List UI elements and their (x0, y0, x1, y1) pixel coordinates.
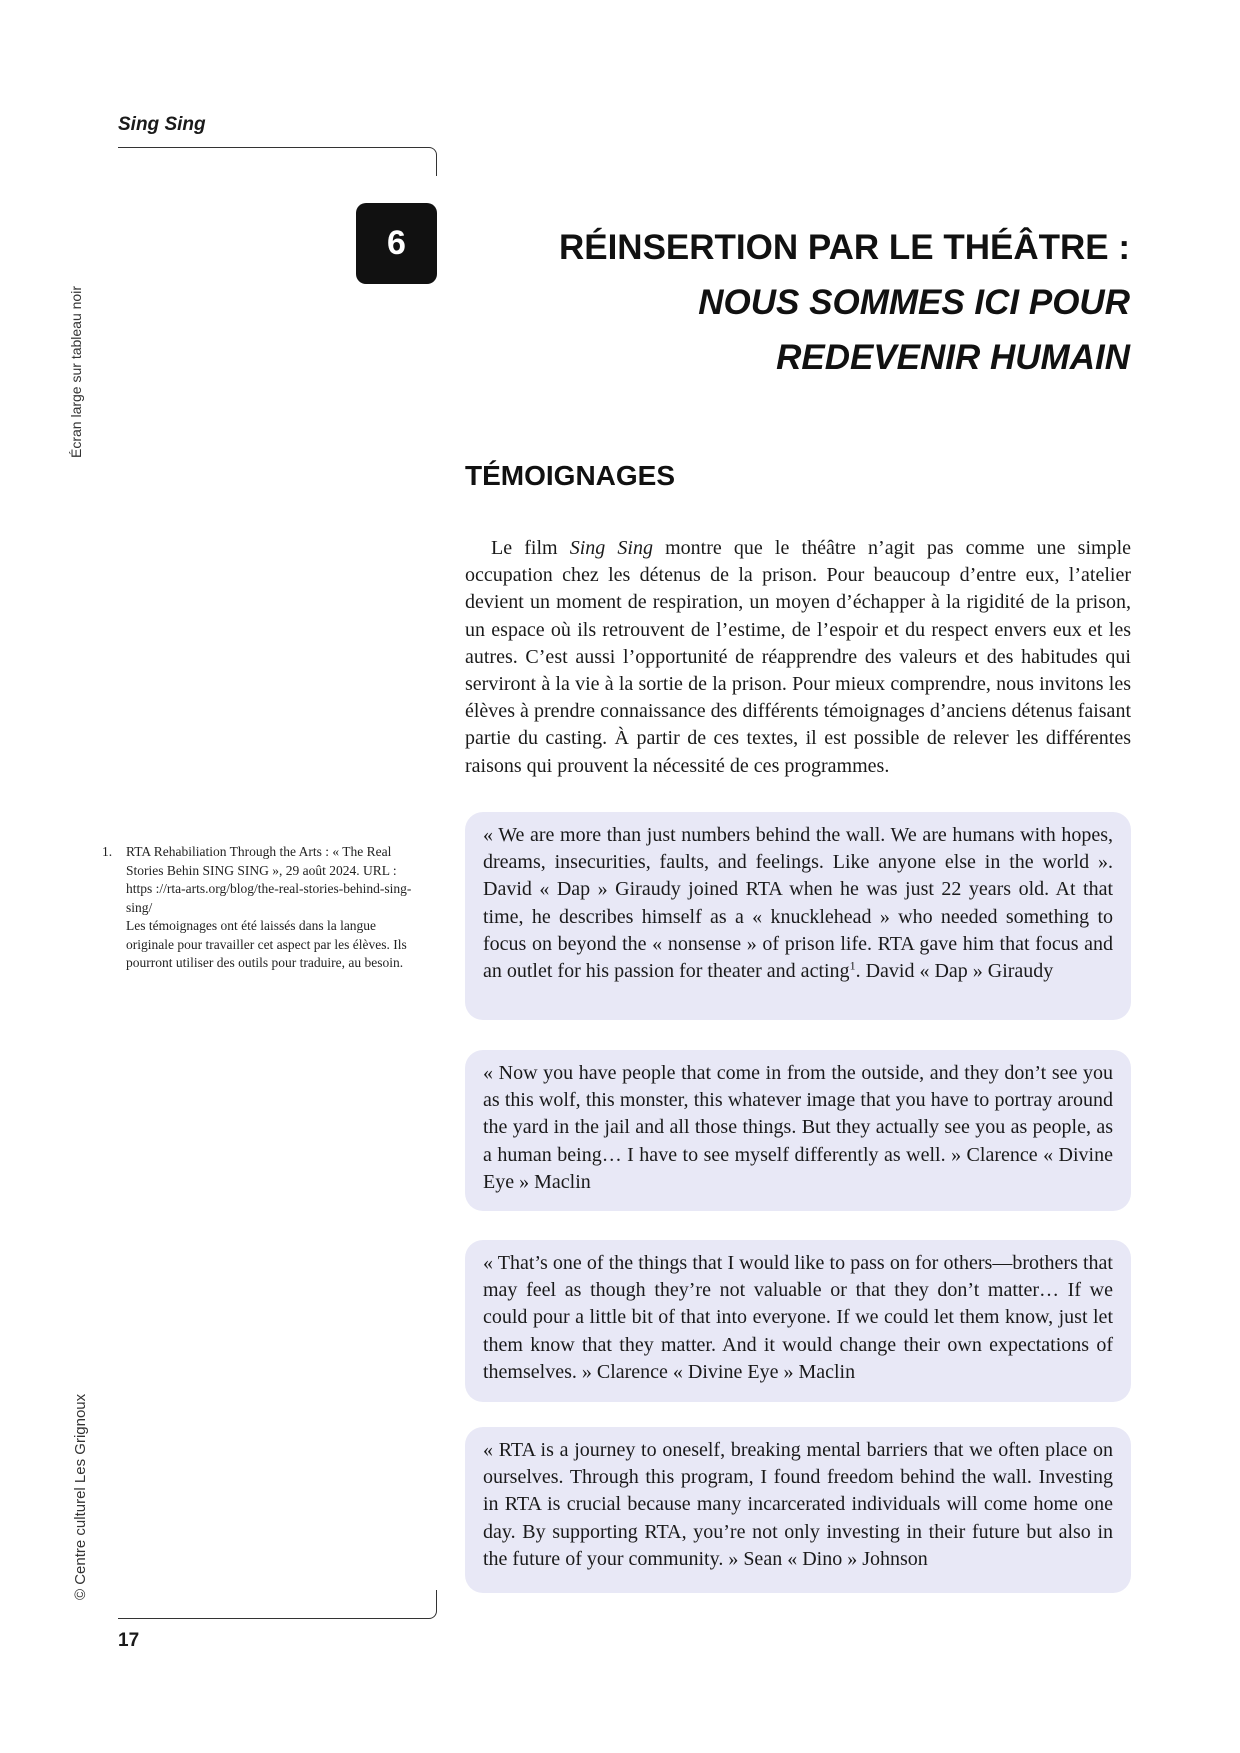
chapter-number-badge: 6 (356, 203, 437, 284)
testimonial-quote (465, 812, 1131, 1020)
chapter-title (559, 220, 1130, 385)
side-label-copyright: © Centre culturel Les Grignoux (72, 1393, 89, 1600)
chapter-title-line3: REDEVENIR HUMAIN (776, 338, 1130, 377)
film-title: Sing Sing (569, 537, 653, 559)
running-head: Sing Sing (118, 114, 206, 135)
intro-text-start: Le film (491, 537, 570, 559)
bottom-corner-rule (118, 1590, 437, 1619)
quote-text: « That’s one of the things that I would like to pass on for others—brothers that may feel as though they’re not valuable or that they don’t matter… If we could pour a little bit of that into everyone. If we could let them know, just let them know that they matter. And it would change their own expectations of themselves. » Clarence « Divine Eye » Maclin (483, 1252, 1113, 1383)
chapter-title-line2: NOUS SOMMES ICI POUR (698, 283, 1130, 322)
top-corner-rule (118, 147, 437, 176)
footnote-source: RTA Rehabiliation Through the Arts : « The Real Stories Behin SING SING », 29 août 2024. URL : https ://rta-arts.org/blog/the-real-stories-behind-sing-sing/ (126, 844, 412, 915)
testimonial-quote (465, 1427, 1131, 1593)
footnote-note: Les témoignages ont été laissés dans la langue originale pour travailler cet aspect par les élèves. Ils pourront utiliser des outils pour traduire, au besoin. (126, 918, 407, 970)
quote-attribution: . David « Dap » Giraudy (855, 960, 1054, 983)
testimonial-quote (465, 1240, 1131, 1402)
page-number: 17 (118, 1630, 140, 1651)
quote-text: « Now you have people that come in from the outside, and they don’t see you as this wolf, this monster, this whatever image that you have to portray around the yard in the jail and all those things. But they actually see you as people, as a human being… I have to see myself differently as well. » Clarence « Divine Eye » Maclin (483, 1062, 1113, 1193)
quote-text: « We are more than just numbers behind the wall. We are humans with hopes, dreams, insecurities, faults, and feelings. Like anyone else in the world ». David « Dap » Giraudy joined RTA when he was just 22 years old. At that time, he describes himself as a « knucklehead » who needed something to focus on beyond the « nonsense » of prison life. RTA gave him that focus and an outlet for his passion for theater and acting (483, 824, 1113, 983)
footnote-reference[interactable]: 1 (849, 958, 856, 973)
section-heading: TÉMOIGNAGES (465, 460, 676, 491)
footnote-number: 1. (102, 844, 113, 859)
chapter-title-line1: RÉINSERTION PAR LE THÉÂTRE : (558, 228, 1130, 267)
side-label-top: Écran large sur tableau noir (68, 286, 84, 458)
intro-text-rest: montre que le théâtre n’agit pas comme une simple occupation chez les détenus de la prison. Pour beaucoup d’entre eux, l’atelier devient un moment de respiration, un moyen d’échapper à la rigidité de la prison, un espace où ils retrouvent de l’estime, de l’espoir et du respect envers eux et les autres. C’est aussi l’opportunité de réapprendre des valeurs et des habitudes qui serviront à la vie à la sortie de la prison. Pour mieux comprendre, nous invitons les élèves à prendre connaissance des différents témoignages d’anciens détenus faisant partie du casting. À partir de ces textes, il est possible de relever les différentes raisons qui prouvent la nécessité de ces programmes. (465, 537, 1131, 777)
footnote (102, 843, 414, 973)
quote-text: « RTA is a journey to oneself, breaking mental barriers that we often place on ourselves. Through this program, I found freedom behind the wall. Investing in RTA is crucial because many incarcerated individuals will come home one day. By supporting RTA, you’re not only investing in their future but also in the future of your community. » Sean « Dino » Johnson (483, 1439, 1113, 1570)
testimonial-quote (465, 1050, 1131, 1211)
intro-paragraph (465, 535, 1131, 780)
